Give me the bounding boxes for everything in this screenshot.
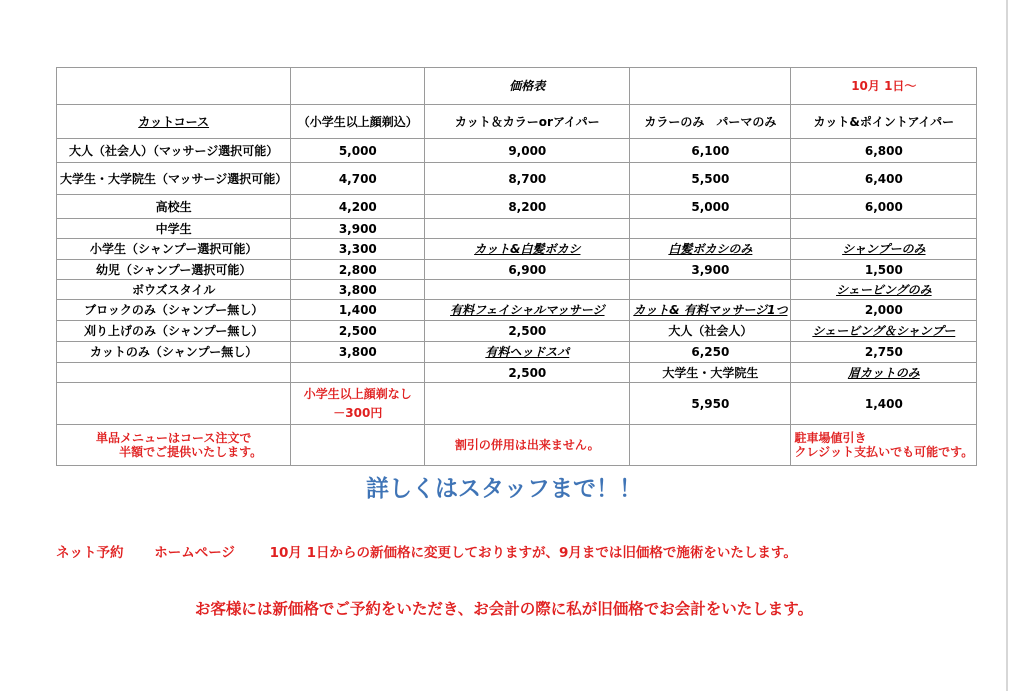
menu-heading: カット& 有料マッサージ1つ	[630, 300, 791, 321]
title-row	[57, 68, 977, 105]
price-cell: 5,000	[291, 139, 425, 163]
price-cell: 3,800	[291, 342, 425, 363]
price-cell	[630, 219, 791, 239]
price-cell: 2,000	[791, 300, 977, 321]
row-label: ボウズスタイル	[57, 280, 291, 300]
header-cut-color: カット＆カラーorアイパー	[425, 105, 630, 139]
row-label	[57, 363, 291, 383]
price-cell: 大人（社会人）	[630, 321, 791, 342]
homepage-label: ホームページ	[154, 545, 235, 561]
staff-message: 詳しくはスタッフまで！！	[366, 476, 642, 502]
table-row	[57, 239, 977, 260]
price-cell: 2,750	[791, 342, 977, 363]
price-cell	[291, 363, 425, 383]
menu-heading: シェービングのみ	[791, 280, 977, 300]
table-row	[57, 300, 977, 321]
note-no-combined-discount: 割引の併用は出来ません。	[425, 425, 630, 466]
price-cell	[791, 219, 977, 239]
table-row	[57, 260, 977, 280]
price-cell	[630, 280, 791, 300]
price-cell: 6,400	[791, 163, 977, 195]
notes-row	[57, 425, 977, 466]
price-cell: 5,500	[630, 163, 791, 195]
price-cell: 2,500	[425, 321, 630, 342]
price-cell: 4,700	[291, 163, 425, 195]
price-cell: 6,100	[630, 139, 791, 163]
row-label: 中学生	[57, 219, 291, 239]
discount-note: 小学生以上顔剃なし －300円	[291, 383, 425, 425]
menu-heading: 白髪ボカシのみ	[630, 239, 791, 260]
note-half-price: 単品メニューはコース注文で 半額でご提供いたします。	[57, 425, 291, 466]
menu-heading: シェービング＆シャンプー	[791, 321, 977, 342]
price-cell: 4,200	[291, 195, 425, 219]
price-cell: 5,950	[630, 383, 791, 425]
price-cell: 2,800	[291, 260, 425, 280]
price-cell	[425, 280, 630, 300]
price-cell: 6,000	[791, 195, 977, 219]
header-face-shave: （小学生以上顔剃込）	[291, 105, 425, 139]
price-cell	[425, 219, 630, 239]
price-cell: 2,500	[291, 321, 425, 342]
price-cell: 5,000	[630, 195, 791, 219]
price-cell: 1,400	[791, 383, 977, 425]
menu-heading: カット&白髪ボカシ	[425, 239, 630, 260]
table-row	[57, 163, 977, 195]
price-table	[56, 67, 977, 466]
price-cell: 3,800	[291, 280, 425, 300]
menu-heading: 有料ヘッドスパ	[425, 342, 630, 363]
table-row	[57, 139, 977, 163]
price-cell: 3,900	[291, 219, 425, 239]
table-title: 価格表	[425, 68, 630, 105]
effective-date: 10月 1日〜	[791, 68, 977, 105]
note-parking: 駐車場値引き クレジット支払いでも可能です。	[791, 425, 977, 466]
table-row	[57, 321, 977, 342]
header-row	[57, 105, 977, 139]
price-cell: 6,800	[791, 139, 977, 163]
menu-heading: シャンプーのみ	[791, 239, 977, 260]
table-row	[57, 219, 977, 239]
footer-line-2: お客様には新価格でご予約をいただき、お会計の際に私が旧価格でお会計をいたします。	[194, 600, 814, 618]
row-label: ブロックのみ（シャンプー無し）	[57, 300, 291, 321]
menu-heading: 有料フェイシャルマッサージ	[425, 300, 630, 321]
row-label: カットのみ（シャンプー無し）	[57, 342, 291, 363]
price-cell: 9,000	[425, 139, 630, 163]
table-row	[57, 383, 977, 425]
net-reserve-label: ネット予約	[56, 545, 124, 561]
table-row	[57, 342, 977, 363]
table-row	[57, 195, 977, 219]
price-cell	[425, 383, 630, 425]
price-cell: 3,900	[630, 260, 791, 280]
row-label: 幼児（シャンプー選択可能）	[57, 260, 291, 280]
table-row	[57, 363, 977, 383]
row-label	[57, 383, 291, 425]
price-cell: 1,500	[791, 260, 977, 280]
price-cell: 8,200	[425, 195, 630, 219]
row-label: 高校生	[57, 195, 291, 219]
row-label: 刈り上げのみ（シャンプー無し）	[57, 321, 291, 342]
header-color-perm: カラーのみ パーマのみ	[630, 105, 791, 139]
footer-line-1	[56, 541, 797, 561]
header-cut-point-iron: カット&ポイントアイパー	[791, 105, 977, 139]
row-label: 小学生（シャンプー選択可能）	[57, 239, 291, 260]
price-cell: 3,300	[291, 239, 425, 260]
price-cell: 6,900	[425, 260, 630, 280]
row-label: 大学生・大学院生（マッサージ選択可能）	[57, 163, 291, 195]
row-label: 大人（社会人）（マッサージ選択可能）	[57, 139, 291, 163]
price-cell: 1,400	[291, 300, 425, 321]
table-row	[57, 280, 977, 300]
price-cell: 2,500	[425, 363, 630, 383]
header-cut-course: カットコース	[57, 105, 291, 139]
price-change-text: 10月 1日からの新価格に変更しておりますが、9月までは旧価格で施術をいたします。	[269, 545, 797, 561]
price-cell: 8,700	[425, 163, 630, 195]
price-cell: 大学生・大学院生	[630, 363, 791, 383]
menu-heading: 眉カットのみ	[791, 363, 977, 383]
price-cell: 6,250	[630, 342, 791, 363]
